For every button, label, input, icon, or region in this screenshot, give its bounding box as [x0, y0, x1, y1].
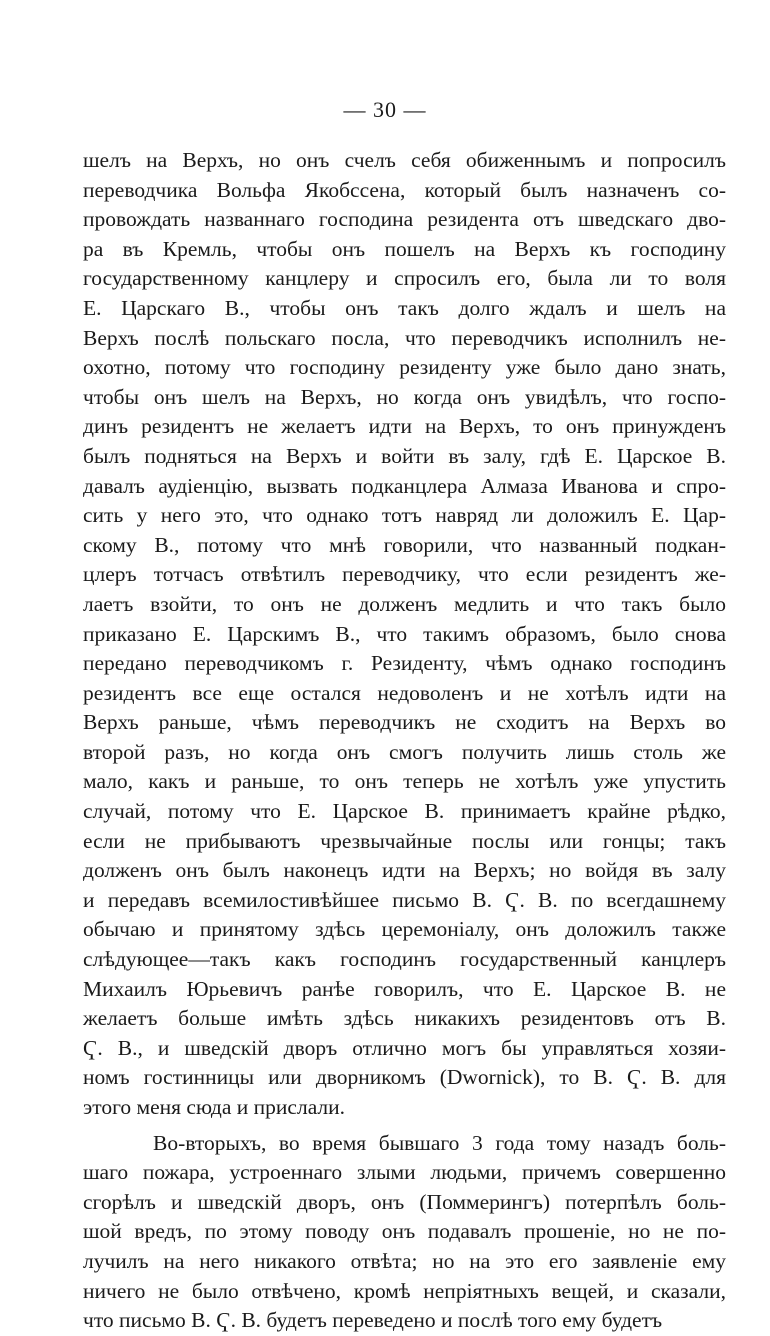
text-line: лучилъ на него никакого отвѣта; но на это его заявленіе ему [83, 1248, 726, 1273]
text-line: ничего не было отвѣчено, кромѣ непріятныхъ вещей, и сказали, [83, 1278, 726, 1303]
text-line: слѣдующее—такъ какъ господинъ государственный канцлеръ [83, 947, 726, 972]
text-line: скому В., потому что мнѣ говорили, что названный подкан- [83, 532, 726, 557]
text-line: мало, какъ и раньше, то онъ теперь не хотѣлъ уже упустить [83, 769, 726, 794]
page-number: — 30 — [343, 97, 427, 122]
text-line: сгорѣлъ и шведскій дворъ, онъ (Поммерингъ) потерпѣлъ боль- [83, 1189, 726, 1214]
text-line: цлеръ тотчасъ отвѣтилъ переводчику, что если резидентъ же- [83, 562, 726, 587]
text-line: случай, потому что Е. Царское В. принимаетъ крайне рѣдко, [83, 799, 726, 824]
text-line: Е. Царскаго В., чтобы онъ такъ долго ждалъ и шелъ на [83, 295, 726, 320]
text-line: этого меня сюда и прислали. [83, 1095, 346, 1119]
text-line: переводчика Вольфа Якобссена, который былъ назначенъ со- [83, 177, 726, 202]
text-line: и передавъ всемилостивѣйшее письмо В. Ҁ. В. по всегдашнему [83, 887, 726, 912]
text-line: что письмо В. Ҁ. В. будетъ переведено и послѣ того ему будетъ [83, 1308, 663, 1333]
body-text [83, 146, 726, 1336]
text-line: желаетъ больше имѣть здѣсь никакихъ резидентовъ отъ В. [83, 1006, 726, 1031]
text-line: шой вредъ, по этому поводу онъ подавалъ прошеніе, но не по- [83, 1219, 726, 1244]
text-line: Ҁ. В., и шведскій дворъ отлично могъ бы управляться хозяи- [83, 1035, 726, 1060]
text-line: Во-вторыхъ, во время бывшаго 3 года тому назадъ боль- [153, 1130, 726, 1155]
text-line: Верхъ послѣ польскаго посла, что переводчикъ исполнилъ не- [83, 325, 726, 350]
text-line: передано переводчикомъ г. Резиденту, чѣмъ однако господинъ [83, 651, 726, 676]
text-line: Михаилъ Юрьевичъ ранѣе говорилъ, что Е. Царское В. не [83, 976, 726, 1001]
text-line: резидентъ все еще остался недоволенъ и не хотѣлъ идти на [83, 680, 726, 705]
text-line: долженъ онъ былъ наконецъ идти на Верхъ; но войдя въ залу [83, 858, 726, 883]
text-line: лаетъ взойти, то онъ не долженъ медлить и что такъ было [83, 591, 726, 616]
text-line: Верхъ раньше, чѣмъ переводчикъ не сходитъ на Верхъ во [83, 710, 726, 735]
text-line: динъ резидентъ не желаетъ идти на Верхъ, то онъ принужденъ [83, 414, 726, 439]
text-line: ра въ Кремль, чтобы онъ пошелъ на Верхъ къ господину [83, 236, 726, 261]
text-line: охотно, потому что господину резиденту уже было дано знать, [83, 355, 726, 380]
text-line: если не прибываютъ чрезвычайные послы или гонцы; такъ [83, 828, 726, 853]
text-line: государственному канцлеру и спросилъ его, была ли то воля [83, 266, 726, 291]
text-line: номъ гостинницы или дворникомъ (Dwornick), то В. Ҁ. В. для [83, 1065, 726, 1090]
text-line: былъ подняться на Верхъ и войти въ залу, гдѣ Е. Царское В. [83, 443, 726, 468]
text-line: второй разъ, но когда онъ смогъ получить лишь столь же [83, 739, 726, 764]
text-line: шаго пожара, устроеннаго злыми людьми, причемъ совершенно [83, 1160, 726, 1185]
text-line: чтобы онъ шелъ на Верхъ, но когда онъ увидѣлъ, что госпо- [83, 384, 726, 409]
text-line: обычаю и принятому здѣсь церемоніалу, онъ доложилъ также [83, 917, 726, 942]
text-line: приказано Е. Царскимъ В., что такимъ образомъ, было снова [83, 621, 726, 646]
text-line: провождать названнаго господина резидента отъ шведскаго дво- [83, 207, 726, 232]
paragraph-2 [83, 1129, 726, 1336]
text-line: сить у него это, что однако тотъ навряд ли доложилъ Е. Цар- [83, 503, 726, 528]
text-line: шелъ на Верхъ, но онъ счелъ себя обиженнымъ и попросилъ [83, 148, 726, 172]
paragraph-1 [83, 146, 726, 1123]
text-line: давалъ аудіенцію, вызвать подканцлера Алмаза Иванова и спро- [83, 473, 726, 498]
